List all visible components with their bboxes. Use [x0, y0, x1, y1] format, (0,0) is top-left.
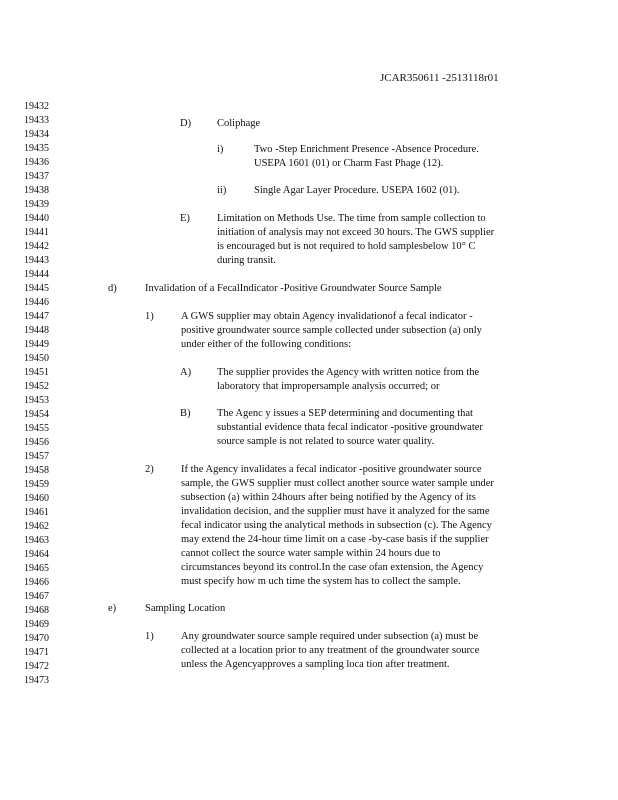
item-label: 2) [145, 464, 154, 475]
line-number: 19451 [24, 367, 49, 378]
line-number: 19454 [24, 409, 49, 420]
line-number: 19448 [24, 325, 49, 336]
item-label: i) [217, 144, 224, 155]
text-line: circumstances beyond its control.In the case ofan extension, the Agency [181, 562, 484, 573]
text-line: is encouraged but is not required to hold samplesbelow 10° C [217, 241, 476, 252]
document-header: JCAR350611 -2513118r01 [380, 72, 499, 84]
item-title: Coliphage [217, 118, 261, 129]
line-number: 19447 [24, 311, 49, 322]
text-line: The supplier provides the Agency with written notice from the [217, 367, 480, 378]
line-number: 19444 [24, 269, 49, 280]
line-number: 19441 [24, 227, 49, 238]
line-number: 19459 [24, 479, 49, 490]
line-number: 19472 [24, 661, 49, 672]
line-number: 19456 [24, 437, 49, 448]
section-label: e) [108, 603, 117, 614]
text-line: cannot collect the source water sample within 24 hours due to [181, 548, 441, 559]
text-line: positive groundwater source sample collected under subsection (a) only [181, 325, 482, 336]
line-number: 19442 [24, 241, 49, 252]
line-number: 19464 [24, 549, 49, 560]
text-line: USEPA 1601 (01) or Charm Fast Phage (12). [254, 158, 444, 169]
line-number: 19453 [24, 395, 49, 406]
text-line: under either of the following conditions: [181, 339, 352, 350]
text-line: invalidation decision, and the supplier must have it analyzed for the same [181, 506, 490, 517]
text-line: during transit. [217, 255, 276, 266]
line-number: 19461 [24, 507, 49, 518]
line-number: 19433 [24, 115, 49, 126]
text-line: sample, the GWS supplier must collect another source water sample under [181, 478, 494, 489]
text-line: collected at a location prior to any treatment of the groundwater source [181, 645, 480, 656]
line-number: 19457 [24, 451, 49, 462]
line-number: 19468 [24, 605, 49, 616]
text-line: Single Agar Layer Procedure. USEPA 1602 (01). [254, 185, 460, 196]
text-line: must specify how m uch time the system has to collect the sample. [181, 576, 461, 587]
line-number: 19437 [24, 171, 49, 182]
line-number: 19452 [24, 381, 49, 392]
item-label: D) [180, 118, 192, 129]
section-label: d) [108, 283, 117, 294]
line-number: 19469 [24, 619, 49, 630]
section-title: Sampling Location [145, 603, 226, 614]
text-line: Any groundwater source sample required under subsection (a) must be [181, 631, 479, 642]
text-line: If the Agency invalidates a fecal indicator -positive groundwater source [181, 464, 482, 475]
text-line: Two -Step Enrichment Presence -Absence Procedure. [254, 144, 479, 155]
line-number: 19435 [24, 143, 49, 154]
line-number: 19445 [24, 283, 49, 294]
text-line: substantial evidence thata fecal indicator -positive groundwater [217, 422, 483, 433]
line-number: 19463 [24, 535, 49, 546]
item-label: A) [180, 367, 192, 378]
line-number: 19443 [24, 255, 49, 266]
line-number: 19471 [24, 647, 49, 658]
line-number: 19434 [24, 129, 49, 140]
line-number: 19473 [24, 675, 49, 686]
line-number: 19458 [24, 465, 49, 476]
text-line: Limitation on Methods Use. The time from sample collection to [217, 213, 486, 224]
line-number: 19455 [24, 423, 49, 434]
text-line: may extend the 24-hour time limit on a case -by-case basis if the supplier [181, 534, 489, 545]
line-number: 19470 [24, 633, 49, 644]
line-number: 19432 [24, 101, 49, 112]
item-label: 1) [145, 311, 154, 322]
text-line: initiation of analysis may not exceed 30 hours. The GWS supplier [217, 227, 495, 238]
line-number: 19465 [24, 563, 49, 574]
text-line: subsection (a) within 24hours after being notified by the Agency of its [181, 492, 476, 503]
text-line: unless the Agencyapproves a sampling loca tion after treatment. [181, 659, 450, 670]
section-title: Invalidation of a FecalIndicator -Positive Groundwater Source Sample [145, 283, 442, 294]
line-number: 19449 [24, 339, 49, 350]
text-line: laboratory that impropersample analysis occurred; or [217, 381, 440, 392]
text-line: The Agenc y issues a SEP determining and documenting that [217, 408, 473, 419]
line-number: 19440 [24, 213, 49, 224]
line-number: 19467 [24, 591, 49, 602]
text-line: source sample is not related to source water quality. [217, 436, 435, 447]
line-number: 19436 [24, 157, 49, 168]
line-number: 19446 [24, 297, 49, 308]
line-number: 19462 [24, 521, 49, 532]
line-number: 19450 [24, 353, 49, 364]
line-number: 19439 [24, 199, 49, 210]
item-label: ii) [217, 185, 227, 196]
text-line: fecal indicator using the analytical methods in subsection (c). The Agency [181, 520, 492, 531]
item-label: 1) [145, 631, 154, 642]
line-number: 19460 [24, 493, 49, 504]
line-number: 19438 [24, 185, 49, 196]
item-label: B) [180, 408, 191, 419]
text-line: A GWS supplier may obtain Agency invalidationof a fecal indicator - [181, 311, 473, 322]
line-number: 19466 [24, 577, 49, 588]
item-label: E) [180, 213, 190, 224]
